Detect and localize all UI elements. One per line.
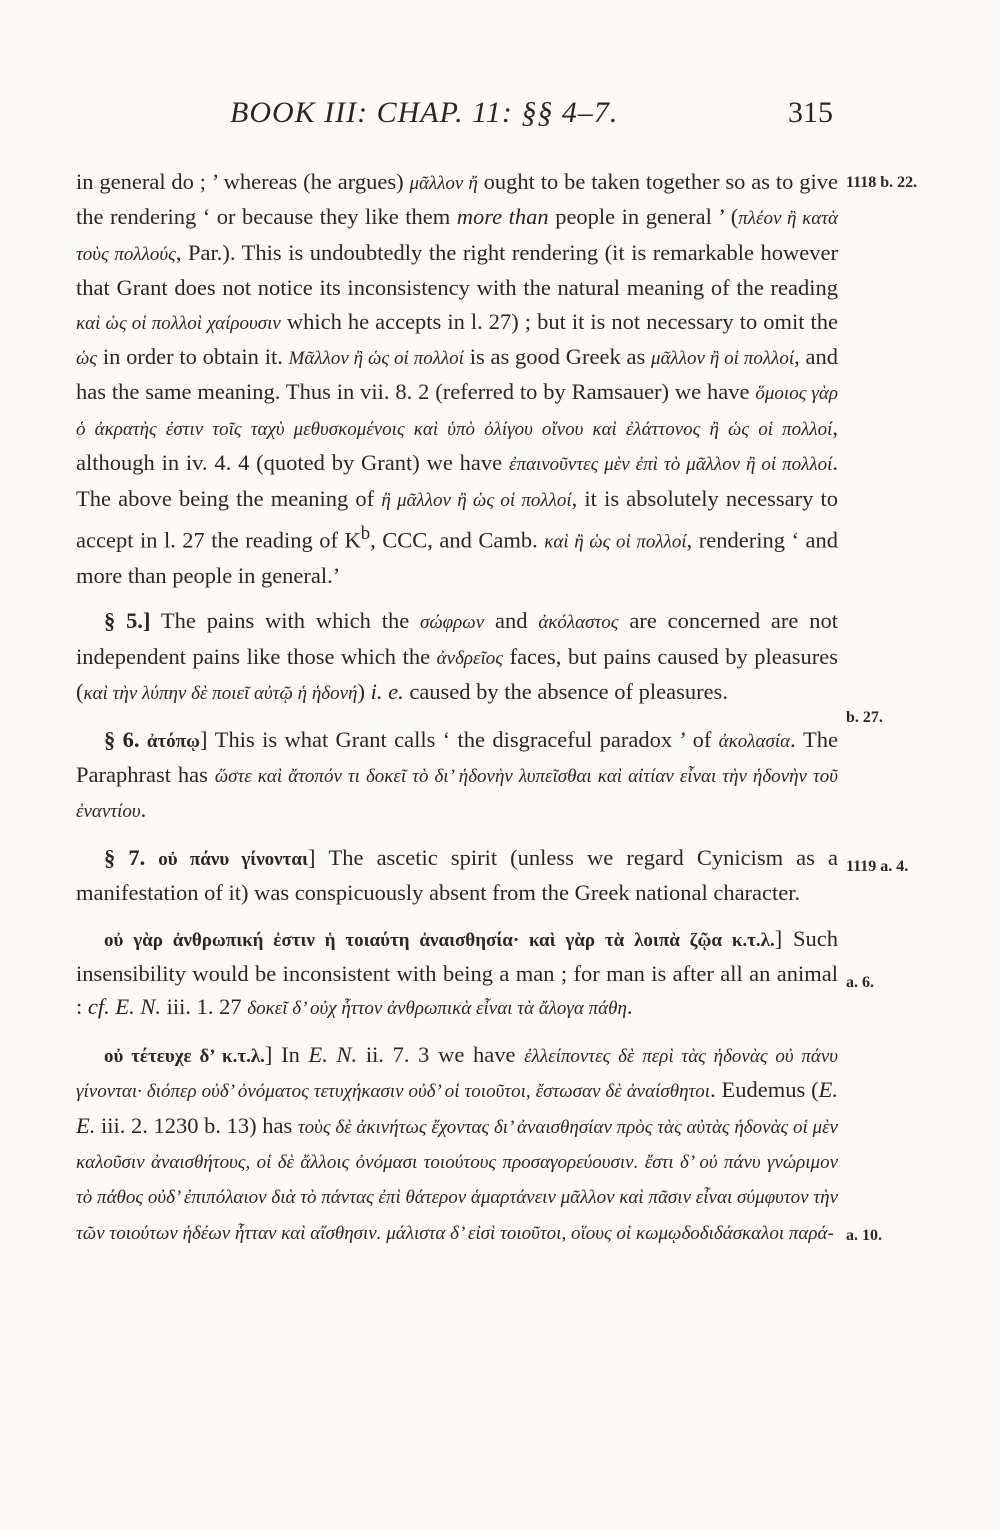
text-run: , Par.). This is undoubtedly the right rendering (it is remarkable however that Grant does not notice its inconsistency with the natural meaning of the reading [76,239,838,301]
section-marker: § 7. [104,844,146,870]
italic-run: cf. E. N. [87,994,162,1020]
text-run: , rendering ‘ and more than people in general.’ [76,527,838,588]
text-run: . The above being the meaning of [76,450,838,511]
greek-run: ἐπαινοῦντες μὲν ἐπὶ τὸ μᾶλλον ἢ οἱ πολλοί [508,454,833,476]
text-run: are concerned are not independent pains like those which the [76,608,838,669]
text-run: faces, but pains caused by pleasures ( [76,643,838,705]
italic-run: E. N. [308,1041,358,1067]
greek-run: ὥστε καὶ ἄτοπόν τι δοκεῖ τὸ δι’ ἡδονὴν λυπεῖσθαι καὶ αἰτίαν εἶναι τὴν ἡδονὴν τοῦ ἐναντίου [76,766,838,823]
text-run: ii. 7. 3 we have [357,1041,525,1067]
italic-run: i. e. [370,679,404,705]
superscript: b [360,523,371,545]
text-run: ] The ascetic spirit (unless we regard Cynicism as a manifestation of it) was conspicuously absent from the Greek national character. [76,844,838,906]
text-run: is as good Greek as [463,344,652,370]
text-run: , it is absolutely necessary to accept in l. 27 the reading of K [76,485,838,553]
paragraph-section-6 [76,723,838,829]
text-run: ) [357,679,371,705]
section-marker: § 5.] [104,608,151,634]
text-run: caused by the absence of pleasures. [403,679,728,705]
margin-note-ref: b. 27. [846,709,883,726]
text-run: . Eudemus ( [710,1077,819,1103]
greek-run: πλέον ἢ κατὰ τοὺς πολλούς [76,208,838,265]
greek-run: ἀνδρεῖος [436,647,503,669]
greek-run: ἀκόλαστος [538,612,619,634]
text-run: iii. 1. 27 [161,994,248,1020]
italic-run: more than [456,204,549,230]
text-run: . [140,797,147,823]
text-run: ] This is what Grant calls ‘ the disgraceful paradox ’ of [199,726,719,752]
margin-note-ref: 1118 b. 22. [846,174,918,191]
paragraph-section-7 [76,841,838,910]
text-run: ] Such insensibility would be inconsistent with being a man ; for man is after all an animal : [76,925,838,1020]
greek-run: ἐλλείποντες δὲ περὶ τὰς ἡδονὰς οὐ πάνυ γίνονται· διόπερ οὐδ’ ὀνόματος τετυχήκασιν οὐδ’ οἱ τοιοῦτοι, ἔστωσαν δὲ ἀναίσθητοι [76,1045,838,1103]
greek-run: σώφρων [420,612,485,634]
greek-run: ὅμοιος γὰρ ὁ ἀκρατὴς ἐστιν τοῖς ταχὺ μεθυσκομένοις καὶ ὑπὸ ὀλίγου οἴνου καὶ ἐλάττονος ἢ ὡς οἱ πολλοί [76,383,838,440]
greek-run: τοὺς δὲ ἀκινήτως ἔχοντας δι’ ἀναισθησίαν πρὸς τὰς αὐτὰς ἡδονὰς οἱ μὲν καλοῦσιν ἀναισθήτους, οἱ δὲ ἄλλοις ὀνόμασι τοιούτους προσαγορεύουσιν. ἔστι δ’ οὐ πάνυ γνώριμον τὸ πάθος οὐδ’ ἐπιπόλαιον διὰ τὸ πάντας ἐπὶ θάτερον ἁμαρτάνειν μᾶλλον καὶ πᾶσιν εἶναι σύμφυτον τὴν τῶν τοιούτων ἡδέων ἧτταν καὶ αἴσθησιν. μάλιστα δ’ εἰσὶ τοιοῦτοι, οἵους οἱ κωμῳδοδιδάσκαλοι παρά- [76,1116,838,1244]
commentary-text [76,165,838,1262]
text-run: ought to be taken together so as to give the rendering ‘ or because they like them [76,169,839,230]
paragraph-insensibility [76,922,838,1026]
lemma: ἀτόπῳ [146,730,200,752]
text-run: The pains with which the [150,608,421,634]
text-run: , CCC, and Camb. [370,527,545,553]
text-run: which he accepts in l. 27) ; but it is not necessary to omit the [280,308,838,334]
text-run: in general do ; ’ whereas (he argues) [76,169,410,194]
greek-run: καὶ ἢ ὡς οἱ πολλοί [544,531,687,553]
text-run: iii. 2. 1230 b. 13) has [95,1112,298,1138]
lemma: οὐ πάνυ γίνονται [158,848,308,870]
margin-note-ref: 1119 a. 4. [846,858,909,875]
greek-run: ἢ μᾶλλον ἢ ὡς οἱ πολλοί [381,489,572,511]
paragraph-continuation [76,165,838,592]
greek-run: Μᾶλλον ἢ ὡς οἱ πολλοί [288,348,464,370]
text-run: , and has the same meaning. Thus in vii. 8. 2 (referred to by Ramsauer) we have [76,344,838,405]
page-header [0,96,1000,146]
margin-note-ref: a. 10. [846,1227,882,1244]
text-run: . [626,994,633,1020]
greek-run: δοκεῖ δ’ οὐχ ἧττον ἀνθρωπικὰ εἶναι τὰ ἄλογα πάθη [247,998,627,1020]
paragraph-section-5 [76,604,838,710]
paragraph-tetyche [76,1038,838,1250]
page-number: 315 [788,96,833,129]
margin-note-ref: a. 6. [846,974,874,991]
running-title: BOOK III: CHAP. 11: §§ 4–7. [230,96,619,129]
text-run: . The Paraphrast has [76,726,839,787]
greek-run: καὶ τὴν λύπην δὲ ποιεῖ αὐτῷ ἡ ἡδονή [83,683,358,705]
greek-run: μᾶλλον ἤ [409,173,478,194]
greek-run: ὡς [76,348,98,370]
lemma: οὐ γὰρ ἀνθρωπική ἐστιν ἡ τοιαύτη ἀναισθησία· καὶ γὰρ τὰ λοιπὰ ζῷα κ.τ.λ. [104,929,775,951]
text-run: and [484,608,539,634]
greek-run: καὶ ὡς οἱ πολλοὶ χαίρουσιν [76,312,281,334]
text-run: in order to obtain it. [97,344,289,370]
greek-run: ἀκολασία [718,730,791,752]
lemma: οὐ τέτευχε δ’ κ.τ.λ. [104,1045,265,1067]
text-run: ] In [264,1041,309,1067]
text-run: , although in iv. 4. 4 (quoted by Grant) we have [76,414,838,476]
text-run: people in general ’ ( [548,204,739,230]
greek-run: μᾶλλον ἢ οἱ πολλοί [651,348,795,370]
italic-run: E. E. [76,1077,838,1138]
section-marker: § 6. [104,726,140,752]
